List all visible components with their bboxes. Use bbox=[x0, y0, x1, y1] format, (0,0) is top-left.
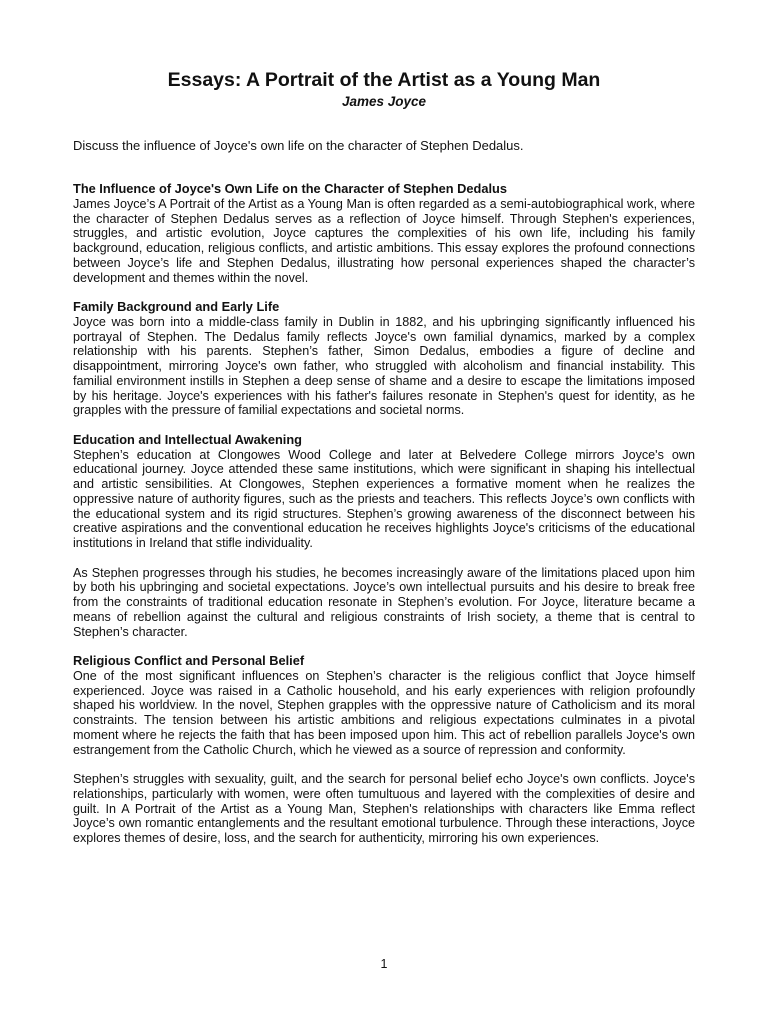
spacer bbox=[73, 639, 695, 654]
document-author: James Joyce bbox=[341, 94, 427, 109]
section-education bbox=[73, 433, 695, 640]
paragraph: Joyce was born into a middle-class family in Dublin in 1882, and his upbringing significantly influenced his portrayal of Stephen. The Dedalus family reflects Joyce's own familial dynamics, marked by a complex relationship with his parents. Stephen’s father, Simon Dedalus, embodies a figure of decline and disappointment, mirroring Joyce's own father, who struggled with alcoholism and financial instability. This familial environment instills in Stephen a deep sense of shame and a desire to escape the limitations imposed by his heritage. Joyce's experiences with his father's failures resonate in Stephen's quest for identity, as he grapples with the pressure of familial expectations and societal norms. bbox=[73, 314, 695, 418]
section-religion bbox=[73, 654, 695, 846]
spacer bbox=[73, 285, 695, 300]
page-number: 1 bbox=[380, 957, 388, 971]
essay-body bbox=[73, 182, 695, 846]
section-heading: Religious Conflict and Personal Belief bbox=[73, 653, 305, 668]
paragraph: As Stephen progresses through his studies, he becomes increasingly aware of the limitations placed upon him by both his upbringing and societal expectations. Joyce’s own intellectual pursuits and his desire to break free from the constraints of traditional education resonate in Stephen’s evolution. For Joyce, literature became a means of rebellion against the cultural and religious constraints of Irish society, a theme that is central to Stephen’s character. bbox=[73, 565, 695, 639]
spacer bbox=[73, 757, 695, 772]
section-heading: The Influence of Joyce's Own Life on the Character of Stephen Dedalus bbox=[73, 181, 507, 196]
spacer bbox=[73, 418, 695, 433]
section-family bbox=[73, 300, 695, 418]
essay-prompt: Discuss the influence of Joyce's own life on the character of Stephen Dedalus. bbox=[73, 138, 524, 153]
section-intro bbox=[73, 182, 695, 285]
document-page bbox=[73, 0, 695, 1024]
section-heading: Family Background and Early Life bbox=[73, 299, 280, 314]
document-title: Essays: A Portrait of the Artist as a Young Man bbox=[167, 69, 601, 91]
paragraph: One of the most significant influences on Stephen’s character is the religious conflict that Joyce himself experienced. Joyce was raised in a Catholic household, and his early experiences with religion profoundly shaped his worldview. In the novel, Stephen grapples with the oppressive nature of Catholicism and its moral constraints. The tension between his artistic ambitions and religious expectations culminates in a pivotal moment where he rejects the faith that has been imposed upon him. This act of rebellion parallels Joyce's own estrangement from the Catholic Church, which he viewed as a source of repression and conformity. bbox=[73, 668, 695, 757]
section-heading: Education and Intellectual Awakening bbox=[73, 431, 302, 447]
paragraph: Stephen’s struggles with sexuality, guilt, and the search for personal belief echo Joyce's own conflicts. Joyce's relationships, particularly with women, were often tumultuous and layered with the complexities of desire and guilt. In A Portrait of the Artist as a Young Man, Stephen's relationships with characters like Emma reflect Joyce’s own romantic entanglements and the resultant emotional turbulence. Through these interactions, Joyce explores themes of desire, loss, and the search for authenticity, mirroring his own experiences. bbox=[73, 772, 695, 845]
spacer bbox=[73, 551, 695, 566]
paragraph: Stephen’s education at Clongowes Wood College and later at Belvedere College mirrors Joyce's own educational journey. Joyce attended these same institutions, which were significant in shaping his intellectual and artistic sensibilities. At Clongowes, Stephen experiences a formative moment when he realizes the oppressive nature of authority figures, such as the priests and teachers. This reflects Joyce’s own conflicts with the educational system and its rigid structures. Stephen’s growing awareness of the disconnect between his creative aspirations and the conventional education he receives highlights Joyce's criticisms of the educational institutions in Ireland that stifle individuality. bbox=[73, 447, 695, 550]
paragraph: James Joyce’s A Portrait of the Artist as a Young Man is often regarded as a semi-autobiographical work, where the character of Stephen Dedalus serves as a reflection of Joyce himself. Through Stephen's experiences, struggles, and artistic evolution, Joyce captures the complexities of his own life, including his family background, education, religious conflicts, and artistic ambitions. This essay explores the profound connections between Joyce’s life and Stephen Dedalus, illustrating how personal experiences shaped the character’s development and themes within the novel. bbox=[73, 196, 695, 285]
